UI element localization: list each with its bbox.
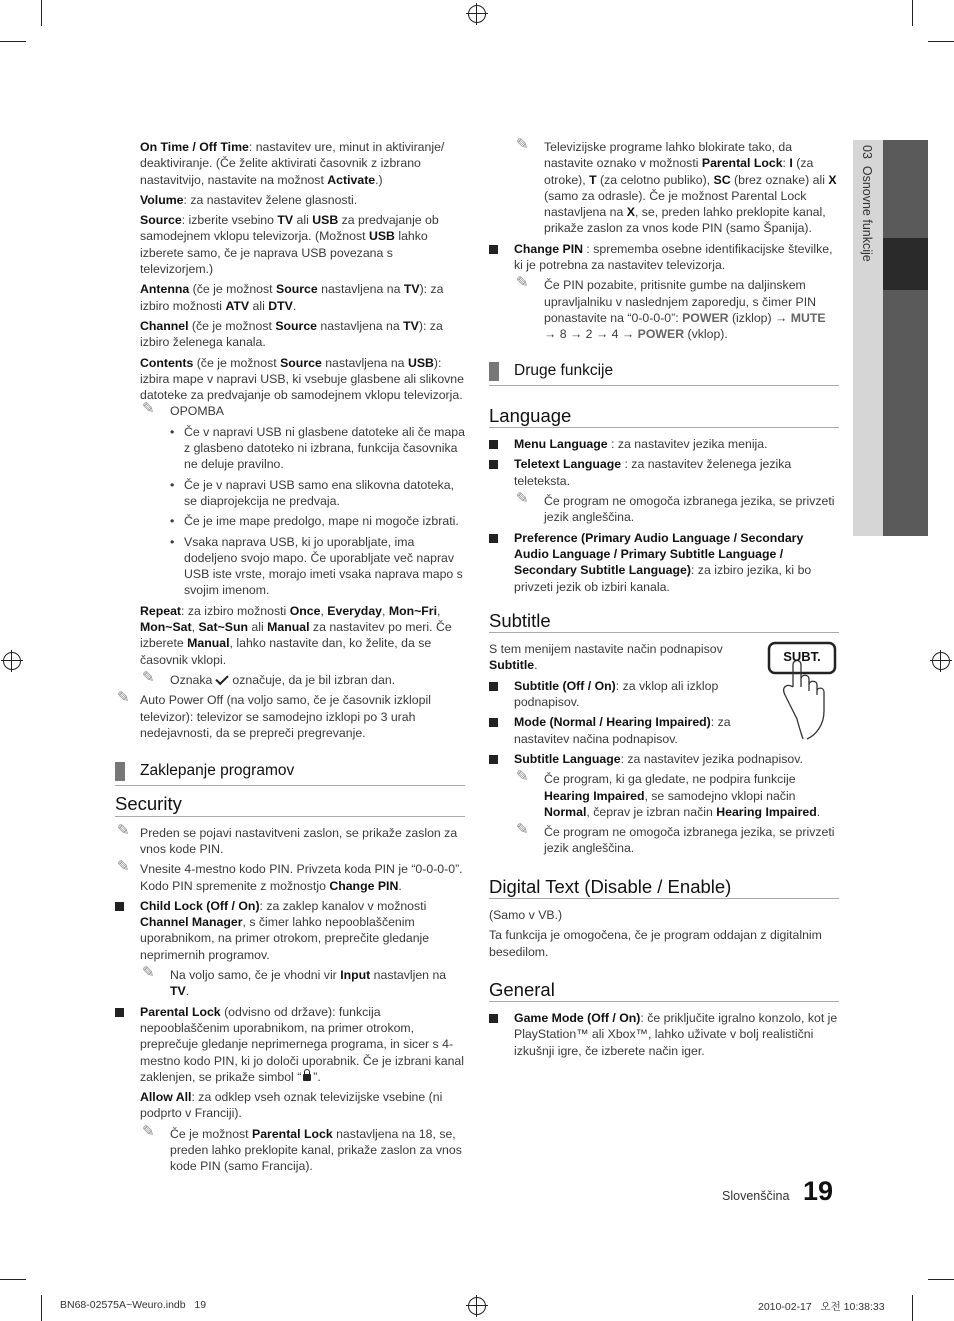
list-item: • Če je v napravi USB samo ena slikovna datoteka, se diaprojekcija ne predvaja. [170, 477, 454, 508]
crop-mark [0, 1279, 26, 1280]
note-tv-rating: ✎ Televizijske programe lahko blokirate tako, da nastavite oznako v možnosti Parental Lock: I (za otroke), T (za celotno publiko), SC (brez oznake) ali X (samo za odrasle). Če je možnost Parental Lock nastavljena na X, se, preden lahko preklopite kanal, prikaže zaslon za vnos kode PIN (samo Španija). [516, 136, 837, 236]
pencil-icon: ✎ [142, 1122, 155, 1140]
lock-icon [303, 1074, 311, 1081]
note-auto-power-off: ✎ Auto Power Off (na voljo samo, če je časovnik izklopil televizor): televizor se samodejno izklopi po 3 urah nedejavnosti, da se prepreči pregrevanje. [117, 689, 431, 740]
square-bullet-icon [489, 460, 498, 469]
square-bullet-icon [489, 682, 498, 691]
section-title-digital-text: Digital Text (Disable / Enable) [489, 879, 839, 899]
note-subtitle-1: ✎ Če program, ki ga gledate, ne podpira funkcije Hearing Impaired, se samodejno vklopi način Normal, čeprav je izbran način Hearing Impaired. [516, 768, 821, 819]
square-bullet-icon [115, 1008, 124, 1017]
registration-mark-icon [932, 652, 950, 670]
right-column [489, 136, 839, 1063]
crop-mark [0, 41, 26, 42]
square-bullet-icon [489, 755, 498, 764]
section-title-language: Language [489, 408, 839, 428]
opomba-list [115, 424, 465, 599]
paragraph-digital-1: (Samo v VB.) [489, 907, 563, 922]
list-item: • Vsaka naprava USB, ki jo uporabljate, ima dodeljeno svojo mapo. Če uporabljate več naprav USB iste vrste, morajo imeti vsaka naprava mapo s svojim imenom. [170, 534, 463, 598]
pencil-icon: ✎ [516, 136, 529, 153]
square-bullet-icon [489, 440, 498, 449]
pencil-icon: ✎ [516, 274, 529, 292]
registration-mark-icon [3, 652, 21, 670]
paragraph-allow-all: Allow All: za odklep vseh oznak televizijske vsebine (ni podprto v Franciji). [140, 1090, 443, 1121]
item-subtitle-on-off: Subtitle (Off / On): za vklop ali izklop podnapisov. [489, 678, 749, 711]
paragraph-antenna: Antenna (če je možnost Source nastavljena na TV): za izbiro možnosti ATV ali DTV. [140, 282, 444, 313]
item-game-mode: Game Mode (Off / On): če priključite igralno konzolo, kot je PlayStation™ ali Xbox™, lahko uživate v bolj realistični izkušnji igre, če izberete način iger. [489, 1010, 839, 1059]
pencil-icon: ✎ [117, 821, 130, 839]
registration-mark-icon [468, 1297, 486, 1315]
subsection-header-zaklepanje: Zaklepanje programov [115, 757, 465, 786]
item-teletext-language: Teletext Language : za nastavitev želenega jezika teleteksta. [489, 456, 839, 489]
pencil-icon: ✎ [117, 689, 130, 707]
square-bullet-icon [489, 1014, 498, 1023]
left-column [115, 139, 465, 1179]
square-bullet-icon [489, 534, 498, 543]
item-preference: Preference (Primary Audio Language / Secondary Audio Language / Primary Subtitle Language / Secondary Subtitle Language): za izbiro jezika, ki bo privzeti jezik ob izbiri kanala. [489, 530, 839, 595]
pencil-icon: ✎ [516, 821, 529, 839]
item-parental-lock: Parental Lock (odvisno od države): funkcija nepooblaščenim uporabnikom, na primer otrokom, preprečuje gledanje neprimernega programa, in sicer s 4-mestno kodo PIN, ki jo določi uporabnik. Če je izbrani kanal zaklenjen, se prikaže simbol “ ”. [115, 1004, 465, 1085]
crop-mark [41, 1295, 42, 1321]
paragraph-source: Source: izberite vsebino TV ali USB za predvajanje ob samodejnem vklopu televizorja. (Možnost USB lahko izberete samo, če je naprava USB povezana s televizorjem.) [140, 213, 439, 277]
pencil-icon: ✎ [516, 490, 529, 508]
note-mark: ✎ Oznaka označuje, da je bil izbran dan. [142, 668, 396, 687]
item-subtitle-mode: Mode (Normal / Hearing Impaired): za nastavitev načina podnapisov. [489, 714, 749, 747]
crop-mark [41, 0, 42, 26]
crop-mark [912, 1295, 913, 1321]
crop-mark [928, 1279, 954, 1280]
section-title-security: Security [115, 796, 465, 816]
note-change-pin: ✎ Če PIN pozabite, pritisnite gumbe na daljinskem upravljalniku v naslednjem zaporedju, s čimer PIN ponastavite na “0-0-0-0”: POWER (izklop) → MUTE → 8 → 2 → 4 → POWER (vklop). [516, 274, 826, 342]
square-bullet-icon [489, 718, 498, 727]
note-opomba: ✎ OPOMBA [142, 400, 224, 419]
paragraph-subtitle-intro: S tem menijem nastavite način podnapisov Subtitle. [489, 642, 723, 673]
page-number: 19 [803, 1176, 834, 1206]
pencil-icon: ✎ [117, 858, 130, 876]
section-title-subtitle: Subtitle [489, 613, 839, 633]
note-security-1: ✎ Preden se pojavi nastavitveni zaslon, se prikaže zaslon za vnos kode PIN. [117, 821, 458, 856]
item-menu-language: Menu Language : za nastavitev jezika menija. [489, 436, 839, 452]
subt-button-label: SUBT. [783, 649, 821, 665]
pencil-icon: ✎ [142, 964, 155, 982]
subtitle-block [489, 641, 839, 747]
pencil-icon: ✎ [142, 668, 155, 686]
registration-mark-icon [468, 5, 486, 23]
note-security-2: ✎ Vnesite 4-mestno kodo PIN. Privzeta koda PIN je “0-0-0-0”. Kodo PIN spremenite z možnostjo Change PIN. [117, 858, 463, 893]
crop-mark [912, 0, 913, 26]
footer-language: Slovenščina [722, 1189, 790, 1203]
footer-file: BN68-02575A~Weuro.indb 19 [60, 1299, 207, 1311]
note-child-lock: ✎ Na voljo samo, če je vhodni vir Input nastavljen na TV. [142, 964, 447, 999]
pencil-icon: ✎ [516, 768, 529, 786]
paragraph-on-time: On Time / Off Time: nastavitev ure, minut in aktiviranje/ deaktiviranje. (Če želite aktivirati časovnik z izbrano nastavitvijo, nastavite na možnost Activate.) [140, 140, 445, 187]
paragraph-contents: Contents (če je možnost Source nastavljena na USB): izbira mape v napravi USB, ki vsebuje glasbene ali slikovne datoteke za predvajanje ob samodejnem vklopu televizorja. [140, 355, 464, 403]
square-bullet-icon [115, 902, 124, 911]
pencil-icon: ✎ [142, 400, 155, 418]
paragraph-digital-2: Ta funkcija je omogočena, če je program oddajan z digitalnim besedilom. [489, 928, 822, 959]
item-subtitle-language: Subtitle Language: za nastavitev jezika podnapisov. [489, 751, 839, 767]
item-change-pin: Change PIN : sprememba osebne identifikacijske številke, ki je potrebna za nastavitev televizorja. [489, 241, 839, 274]
note-parental-lock: ✎ Če je možnost Parental Lock nastavljena na 18, se, preden lahko preklopite kanal, prikaže zaslon za vnos kode PIN (samo Francija). [142, 1122, 462, 1174]
side-tab-marker [883, 238, 928, 290]
side-tab-label: 03 Osnovne funkcije [860, 145, 874, 262]
note-subtitle-2: ✎ Če program ne omogoča izbranega jezika, se privzeti jezik angleščina. [516, 821, 835, 856]
remote-hand-illustration [761, 639, 839, 743]
paragraph-volume: Volume: za nastavitev želene glasnosti. [140, 192, 358, 207]
paragraph-repeat: Repeat: za izbiro možnosti Once, Everyday, Mon~Fri, Mon~Sat, Sat~Sun ali Manual za nastavitev po meri. Če izberete Manual, lahko nastavite dan, ko želite, da se časovnik vklopi. [140, 603, 452, 667]
list-item: • Če v napravi USB ni glasbene datoteke ali če mapa z glasbeno datoteko ni izbrana, funkcija časovnika ne deluje pravilno. [170, 424, 465, 472]
subsection-header-druge: Druge funkcije [489, 357, 839, 386]
check-icon [216, 672, 229, 685]
section-title-general: General [489, 982, 839, 1002]
list-item: • Če je ime mape predolgo, mape ni mogoče izbrati. [170, 514, 459, 529]
crop-mark [928, 41, 954, 42]
footer-date: 2010-02-17 오전 10:38:33 [758, 1301, 885, 1313]
side-tab-dark [883, 140, 928, 536]
note-teletext-language: ✎ Če program ne omogoča izbranega jezika, se privzeti jezik angleščina. [516, 490, 835, 525]
item-child-lock: Child Lock (Off / On): za zaklep kanalov v možnosti Channel Manager, s čimer lahko nepooblaščenim uporabnikom, na primer otrokom, preprečite gledanje neprimernih programov. [115, 898, 465, 963]
square-bullet-icon [489, 245, 498, 254]
paragraph-channel: Channel (če je možnost Source nastavljena na TV): za izbiro želenega kanala. [140, 318, 443, 350]
